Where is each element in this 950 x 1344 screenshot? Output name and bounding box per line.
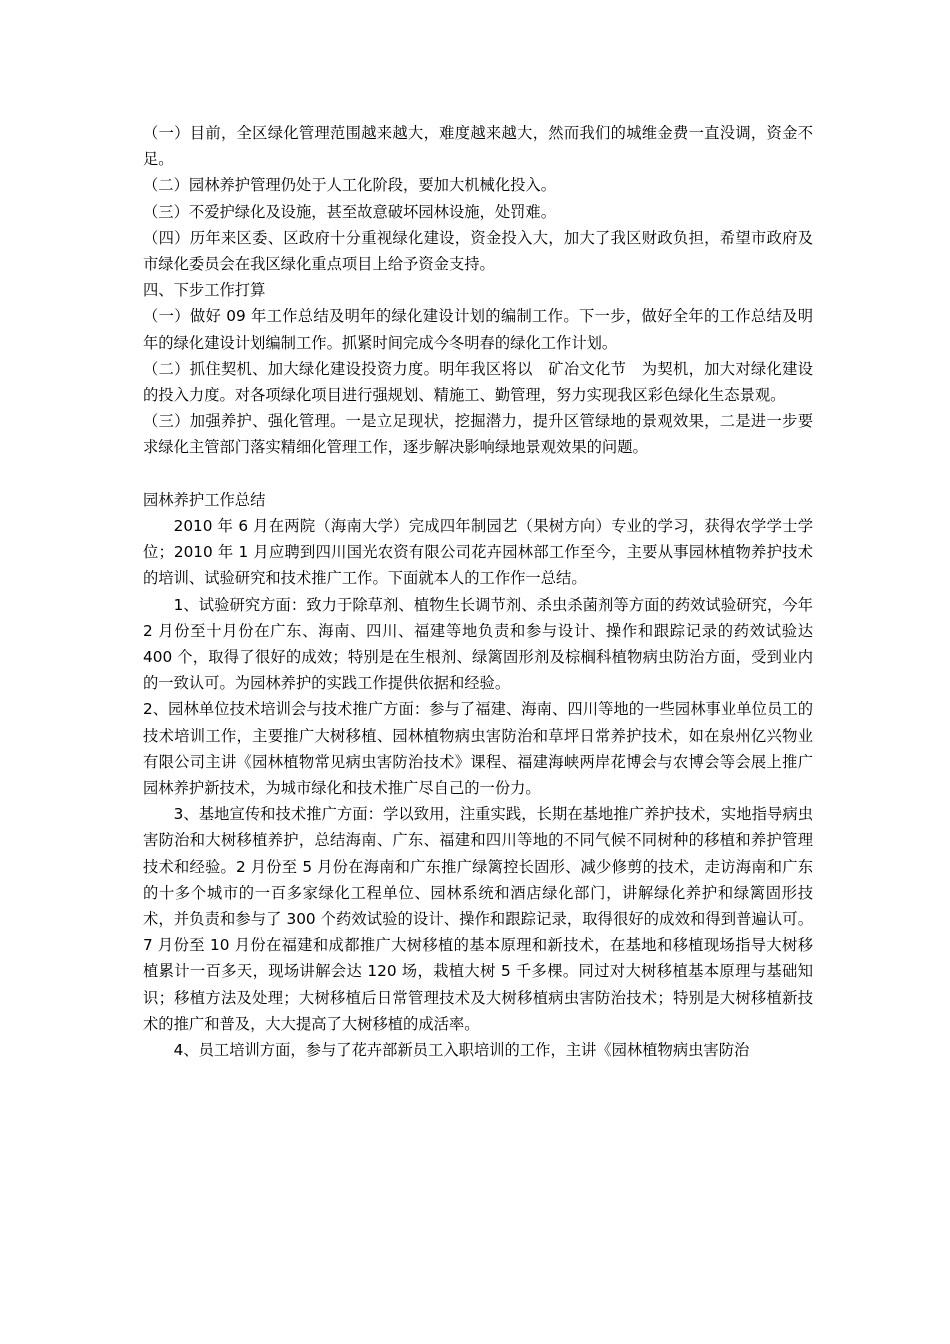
summary-item-training-promotion: 2、园林单位技术培训会与技术推广方面：参与了福建、海南、四川等地的一些园林事业单位员工的技术培训工作，主要推广大树移植、园林植物病虫害防治和草坪日常养护技术，如在泉州亿兴物业有限公司主讲《园林植物常见病虫害防治技术》课程、福建海峡两岸花博会与农博会等会展上推广园林养护新技术，为城市绿化和技术推广尽自己的一份力。 [143, 700, 813, 798]
summary-title: 园林养护工作总结 [143, 490, 266, 509]
paragraph-facility-damage: （三）不爱护绿化及设施，甚至故意破坏园林设施，处罚难。 [143, 202, 557, 221]
paragraph-plan-two: （二）抓住契机、加大绿化建设投资力度。明年我区将以 矿冶文化节 为契机，加大对绿化建设的投入力度。对各项绿化项目进行强规划、精施工、勤管理，努力实现我区彩色绿化生态景观。 [143, 359, 813, 405]
summary-item-staff-training: 4、员工培训方面，参与了花卉部新员工入职培训的工作，主讲《园林植物病虫害防治 [173, 1041, 750, 1060]
paragraph-plan-three: （三）加强养护、强化管理。一是立足现状，挖掘潜力，提升区管绿地的景观效果，二是进一步要求绿化主管部门落实精细化管理工作，逐步解决影响绿地景观效果的问题。 [143, 412, 813, 457]
document-page [143, 120, 813, 1063]
paragraph-financial-support: （四）历年来区委、区政府十分重视绿化建设，资金投入大，加大了我区财政负担，希望市政府及市绿化委员会在我区绿化重点项目上给予资金支持。 [143, 228, 813, 274]
section-heading-next-plan: 四、下步工作打算 [143, 281, 266, 300]
blank-line [143, 461, 813, 487]
paragraph-mechanization: （二）园林养护管理仍处于人工化阶段，要加大机械化投入。 [143, 176, 557, 195]
paragraph-funding-shortage: （一）目前，全区绿化管理范围越来越大，难度越来越大，然而我们的城维金费一直没调，资金不足。 [143, 124, 813, 169]
summary-item-research: 1、试验研究方面：致力于除草剂、植物生长调节剂、杀虫杀菌剂等方面的药效试验研究，今年 2 月份至十月份在广东、海南、四川、福建等地负责和参与设计、操作和跟踪记录的药效试验达 400 个，取得了很好的成效；特别是在生根剂、绿篱固形剂及棕榈科植物病虫防治方面，受到业内的一致认可。为园林养护的实践工作提供依据和经验。 [143, 595, 813, 693]
paragraph-plan-one: （一）做好 09 年工作总结及明年的绿化建设计划的编制工作。下一步，做好全年的工作总结及明年的绿化建设计划编制工作。抓紧时间完成今冬明春的绿化工作计划。 [143, 307, 813, 352]
summary-item-base-promotion: 3、基地宣传和技术推广方面：学以致用，注重实践，长期在基地推广养护技术，实地指导病虫害防治和大树移植养护，总结海南、广东、福建和四川等地的不同气候不同树种的移植和养护管理技术和经验。2 月份至 5 月份在海南和广东推广绿篱控长固形、减少修剪的技术，走访海南和广东的十多个城市的一百多家绿化工程单位、园林系统和酒店绿化部门，讲解绿化养护和绿篱固形技术，并负责和参与了 300 个药效试验的设计、操作和跟踪记录，取得很好的成效和得到普遍认可。7 月份至 10 月份在福建和成都推广大树移植的基本原理和新技术，在基地和移植现场指导大树移植累计一百多天，现场讲解会达 120 场，栽植大树 5 千多棵。同过对大树移植基本原理与基础知识；移植方法及处理；大树移植后日常管理技术及大树移植病虫害防治技术；特别是大树移植新技术的推广和普及，大大提高了大树移植的成活率。 [143, 805, 813, 1033]
summary-intro: 2010 年 6 月在两院（海南大学）完成四年制园艺（果树方向）专业的学习，获得农学学士学位；2010 年 1 月应聘到四川国光农资有限公司花卉园林部工作至今，主要从事园林植物养护技术的培训、试验研究和技术推广工作。下面就本人的工作作一总结。 [143, 517, 813, 588]
